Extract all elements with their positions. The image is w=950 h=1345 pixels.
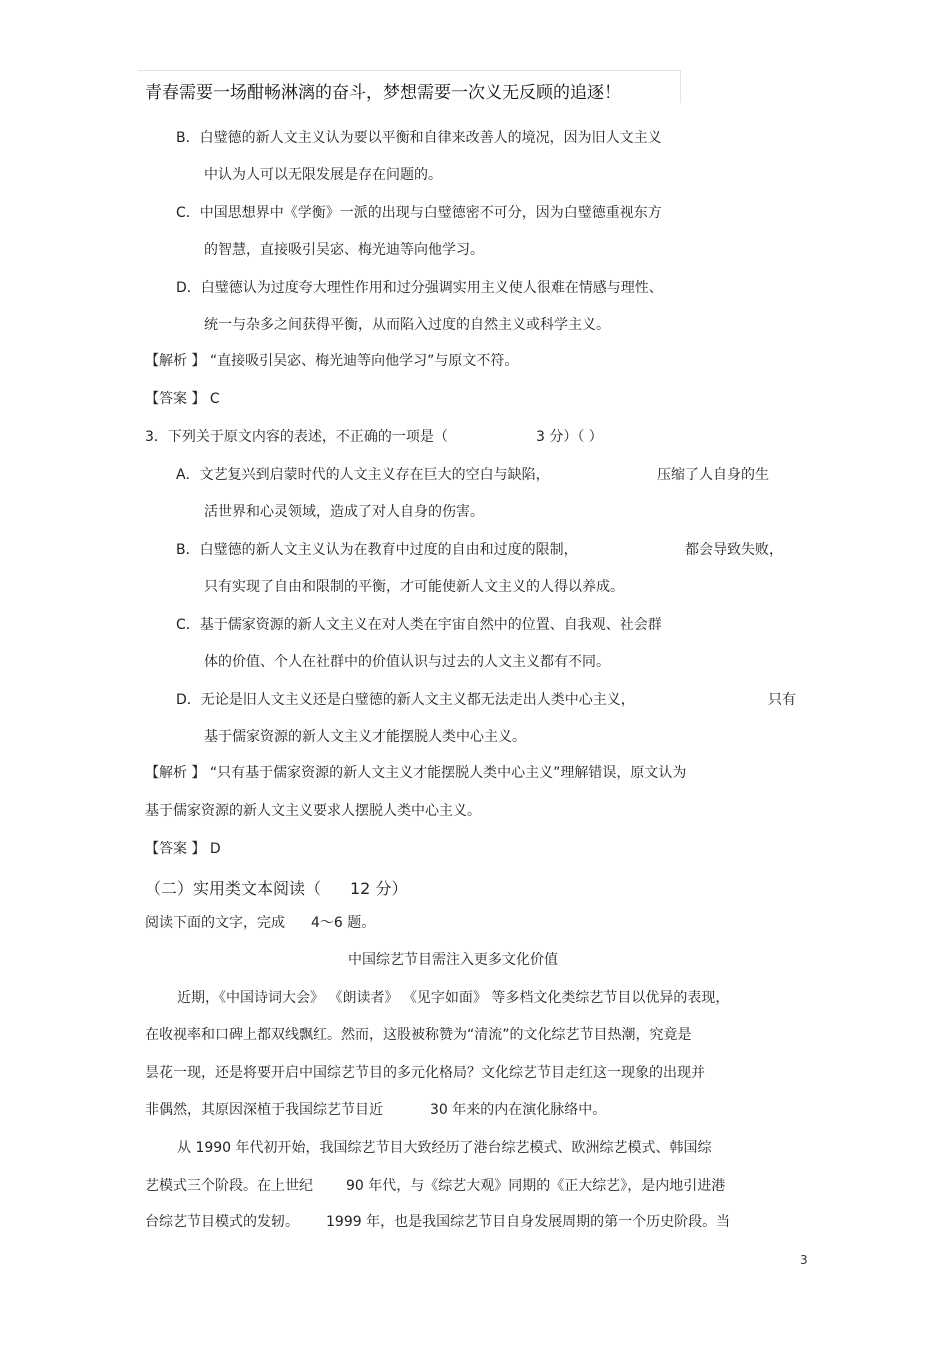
q3-option-a-line2: 活世界和心灵领域，造成了对人自身的伤害。 (204, 504, 484, 520)
q3-option-d-line1b: 只有 (768, 692, 796, 708)
q3-option-b-line1b: 都会导致失败， (685, 542, 783, 558)
p2-line3b: 1999 年，也是我国综艺节目自身发展周期的第一个历史阶段。当 (326, 1214, 731, 1230)
p1-line3: 昙花一现，还是将要开启中国综艺节目的多元化格局？文化综艺节目走红这一现象的出现并 (145, 1065, 705, 1081)
q3-option-b-line1a: B．白璧德的新人文主义认为在教育中过度的自由和过度的限制， (176, 542, 578, 558)
q2-answer: 【答案 】 C (145, 391, 220, 407)
q3-analysis-line2: 基于儒家资源的新人文主义要求人摆脱人类中心主义。 (145, 803, 481, 819)
p1-line4a: 非偶然，其原因深植于我国综艺节目近 (145, 1102, 383, 1118)
q3-answer: 【答案 】 D (145, 841, 221, 857)
q3-stem-part2: 3 分）（ ） (536, 429, 603, 445)
p1-line2: 在收视率和口碑上都双线飘红。然而，这股被称赞为“清流”的文化综艺节目热潮，究竟是 (145, 1027, 692, 1043)
p1-line4b: 30 年来的内在演化脉络中。 (430, 1102, 607, 1118)
p2-line2a: 艺模式三个阶段。在上世纪 (145, 1178, 313, 1194)
q2-option-c-line1: C．中国思想界中《学衡》一派的出现与白璧德密不可分，因为白璧德重视东方 (176, 205, 662, 221)
q2-option-b-line2: 中认为人可以无限发展是存在问题的。 (204, 167, 442, 183)
q3-option-a-line1a: A．文艺复兴到启蒙时代的人文主义存在巨大的空白与缺陷， (176, 467, 550, 483)
q3-option-c-line2: 体的价值、个人在社群中的价值认识与过去的人文主义都有不同。 (204, 654, 610, 670)
p2-line3a: 台综艺节目模式的发轫。 (145, 1214, 299, 1230)
q2-option-c-line2: 的智慧，直接吸引吴宓、梅光迪等向他学习。 (204, 242, 484, 258)
q3-option-c-line1: C．基于儒家资源的新人文主义在对人类在宇宙自然中的位置、自我观、社会群 (176, 617, 662, 633)
q3-stem-part1: 3．下列关于原文内容的表述，不正确的一项是（ (145, 429, 448, 445)
instruction-part2: 4～6 题。 (311, 915, 376, 931)
article-title: 中国综艺节目需注入更多文化价值 (348, 952, 558, 968)
page-number: 3 (800, 1253, 808, 1267)
q3-option-b-line2: 只有实现了自由和限制的平衡，才可能使新人文主义的人得以养成。 (204, 579, 624, 595)
q2-analysis: 【解析 】 “直接吸引吴宓、梅光迪等向他学习”与原文不符。 (145, 353, 519, 369)
q2-option-d-line2: 统一与杂多之间获得平衡，从而陷入过度的自然主义或科学主义。 (204, 317, 610, 333)
q3-option-d-line1a: D．无论是旧人文主义还是白璧德的新人文主义都无法走出人类中心主义， (176, 692, 635, 708)
q2-option-d-line1: D．白璧德认为过度夸大理性作用和过分强调实用主义使人很难在情感与理性、 (176, 280, 663, 296)
header-motto: 青春需要一场酣畅淋漓的奋斗，梦想需要一次义无反顾的追逐！ (145, 83, 621, 103)
section-heading-part2: 12 分） (350, 879, 408, 898)
q2-option-b-line1: B．白璧德的新人文主义认为要以平衡和自律来改善人的境况，因为旧人文主义 (176, 130, 662, 146)
q3-option-d-line2: 基于儒家资源的新人文主义才能摆脱人类中心主义。 (204, 729, 526, 745)
instruction-part1: 阅读下面的文字，完成 (145, 915, 285, 931)
q3-option-a-line1b: 压缩了人自身的生 (657, 467, 769, 483)
p2-line2b: 90 年代，与《综艺大观》同期的《正大综艺》，是内地引进港 (346, 1178, 726, 1194)
q3-analysis-line1: 【解析 】 “只有基于儒家资源的新人文主义才能摆脱人类中心主义”理解错误，原文认为 (145, 765, 687, 781)
p1-line1: 近期，《中国诗词大会》 《朗读者》 《见字如面》 等多档文化类综艺节目以优异的表现， (177, 990, 730, 1006)
section-heading-part1: （二）实用类文本阅读（ (145, 879, 322, 898)
p2-line1: 从 1990 年代初开始，我国综艺节目大致经历了港台综艺模式、欧洲综艺模式、韩国综 (177, 1140, 712, 1156)
